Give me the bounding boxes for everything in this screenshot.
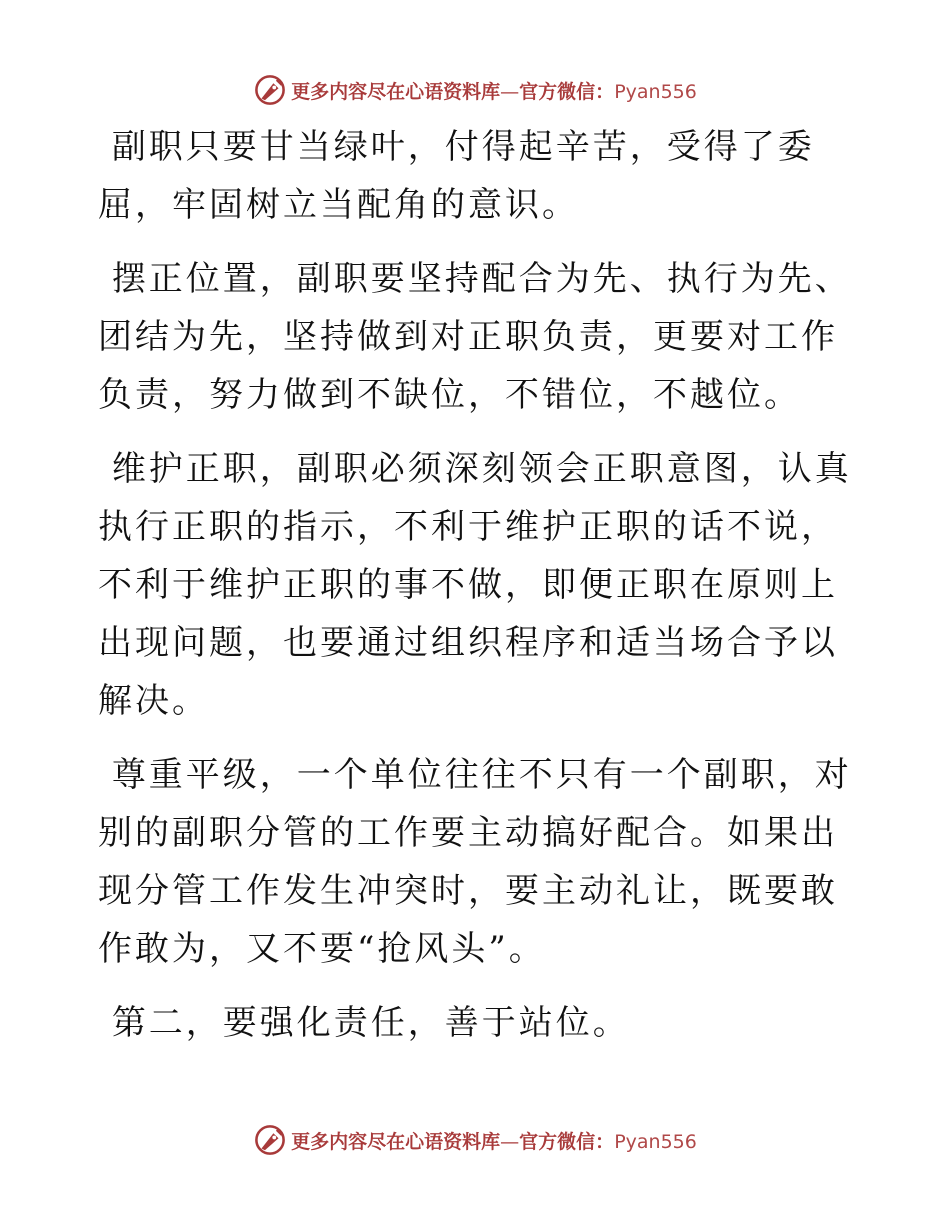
- pen-nib-logo-icon: [253, 73, 287, 107]
- paragraph: 副职只要甘当绿叶，付得起辛苦，受得了委屈，牢固树立当配角的意识。: [98, 127, 815, 225]
- banner-title: 更多内容尽在心语资料库: [291, 1130, 501, 1153]
- footer-banner: [0, 1120, 950, 1160]
- banner-separator: —: [500, 80, 520, 103]
- document-body: [98, 118, 858, 1068]
- paragraph: 摆正位置，副职要坚持配合为先、执行为先、团结为先，坚持做到对正职负责，更要对工作负责，努力做到不缺位，不错位，不越位。: [98, 259, 852, 415]
- banner-contact-label: 官方微信：: [519, 80, 615, 103]
- banner-text: [291, 77, 697, 104]
- header-banner: [0, 70, 950, 110]
- banner-contact-label: 官方微信：: [519, 1130, 615, 1153]
- banner-separator: —: [500, 1130, 520, 1153]
- paragraph: 尊重平级，一个单位往往不只有一个副职，对别的副职分管的工作要主动搞好配合。如果出现分管工作发生冲突时，要主动礼让，既要敢作敢为，又不要“抢风头”。: [98, 755, 852, 969]
- banner-contact-id: Pyan556: [614, 1130, 697, 1153]
- pen-nib-logo-icon: [253, 1123, 287, 1157]
- banner-title: 更多内容尽在心语资料库: [291, 80, 501, 103]
- banner-text: [291, 1127, 697, 1154]
- paragraph: 维护正职，副职必须深刻领会正职意图，认真执行正职的指示，不利于维护正职的话不说，不利于维护正职的事不做，即便正职在原则上出现问题，也要通过组织程序和适当场合予以解决。: [98, 449, 852, 721]
- banner-contact-id: Pyan556: [614, 80, 697, 103]
- paragraph: 第二，要强化责任，善于站位。: [98, 1003, 630, 1043]
